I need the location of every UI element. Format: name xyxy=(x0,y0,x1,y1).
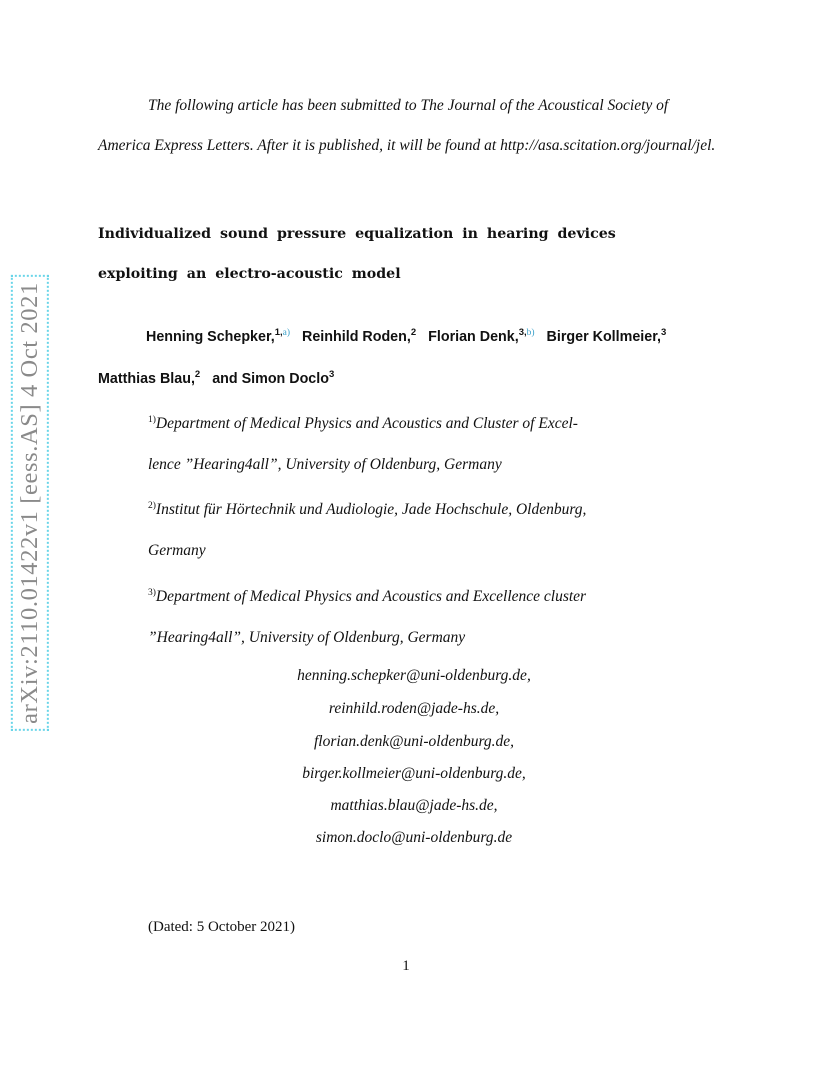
author-name: Matthias Blau, xyxy=(98,370,195,387)
footnote-link[interactable]: a) xyxy=(282,328,291,338)
affiliation-text: Institut für Hörtechnik und Audiologie, Jade Hochschule, Oldenburg, xyxy=(155,501,587,519)
affiliation-number: 3) xyxy=(148,588,156,598)
author xyxy=(302,329,416,345)
author xyxy=(547,329,667,345)
footnote-link[interactable]: b) xyxy=(526,328,535,338)
affiliation-mark: 3 xyxy=(660,327,667,338)
affiliation-mark: 2 xyxy=(410,327,417,338)
email-address[interactable]: henning.schepker@uni-oldenburg.de, xyxy=(297,667,531,684)
author xyxy=(146,329,290,345)
affiliation-text: Department of Medical Physics and Acoustics and Excellence cluster xyxy=(155,588,587,606)
affiliation-3-line-2: ”Hearing4all”, University of Oldenburg, Germany xyxy=(148,629,466,646)
email-address[interactable]: matthias.blau@jade-hs.de, xyxy=(330,797,498,814)
affiliation-3-line-1 xyxy=(148,588,586,606)
email-address[interactable]: simon.doclo@uni-oldenburg.de xyxy=(315,829,513,846)
preamble-line-1: The following article has been submitted to The Journal of the Acoustical Society of xyxy=(148,97,669,114)
author-name: Florian Denk, xyxy=(428,328,519,345)
affiliation-mark: 1, xyxy=(274,327,283,338)
author-name: and Simon Doclo xyxy=(212,370,329,387)
email-address[interactable]: reinhild.roden@jade-hs.de, xyxy=(328,700,500,717)
author-list-line-2 xyxy=(98,369,342,387)
email-address[interactable]: birger.kollmeier@uni-oldenburg.de, xyxy=(302,765,526,782)
arxiv-id[interactable]: arXiv:2110.01422v1 [eess.AS] 4 Oct 2021 xyxy=(16,282,44,724)
affiliation-mark: 3 xyxy=(328,369,335,380)
email-address[interactable]: florian.denk@uni-oldenburg.de, xyxy=(313,733,515,750)
affiliation-mark: 3, xyxy=(518,327,527,338)
arxiv-stamp[interactable] xyxy=(6,258,54,748)
affiliation-2-line-2: Germany xyxy=(148,542,206,559)
author-name: Henning Schepker, xyxy=(146,328,275,345)
author-name: Birger Kollmeier, xyxy=(546,328,661,345)
affiliation-1-line-2: lence ”Hearing4all”, University of Oldenburg, Germany xyxy=(148,456,502,473)
author-list-line-1 xyxy=(146,327,674,345)
author xyxy=(212,371,334,387)
author xyxy=(428,329,534,345)
affiliation-text: Department of Medical Physics and Acoustics and Cluster of Excel- xyxy=(155,415,578,433)
page-number: 1 xyxy=(402,958,410,974)
author-name: Reinhild Roden, xyxy=(302,328,411,345)
paper-title-line-1: Individualized sound pressure equalization in hearing devices xyxy=(98,226,616,242)
affiliation-number: 1) xyxy=(148,415,156,425)
affiliation-number: 2) xyxy=(148,501,156,511)
affiliation-1-line-1 xyxy=(148,415,578,433)
affiliation-mark: 2 xyxy=(194,369,201,380)
preamble-line-2: America Express Letters. After it is published, it will be found at http://asa.scitation.org/journal/jel. xyxy=(98,137,716,154)
author xyxy=(98,371,200,387)
date-line: (Dated: 5 October 2021) xyxy=(148,919,296,935)
affiliation-2-line-1 xyxy=(148,501,586,519)
paper-title-line-2: exploiting an electro-acoustic model xyxy=(98,266,401,282)
